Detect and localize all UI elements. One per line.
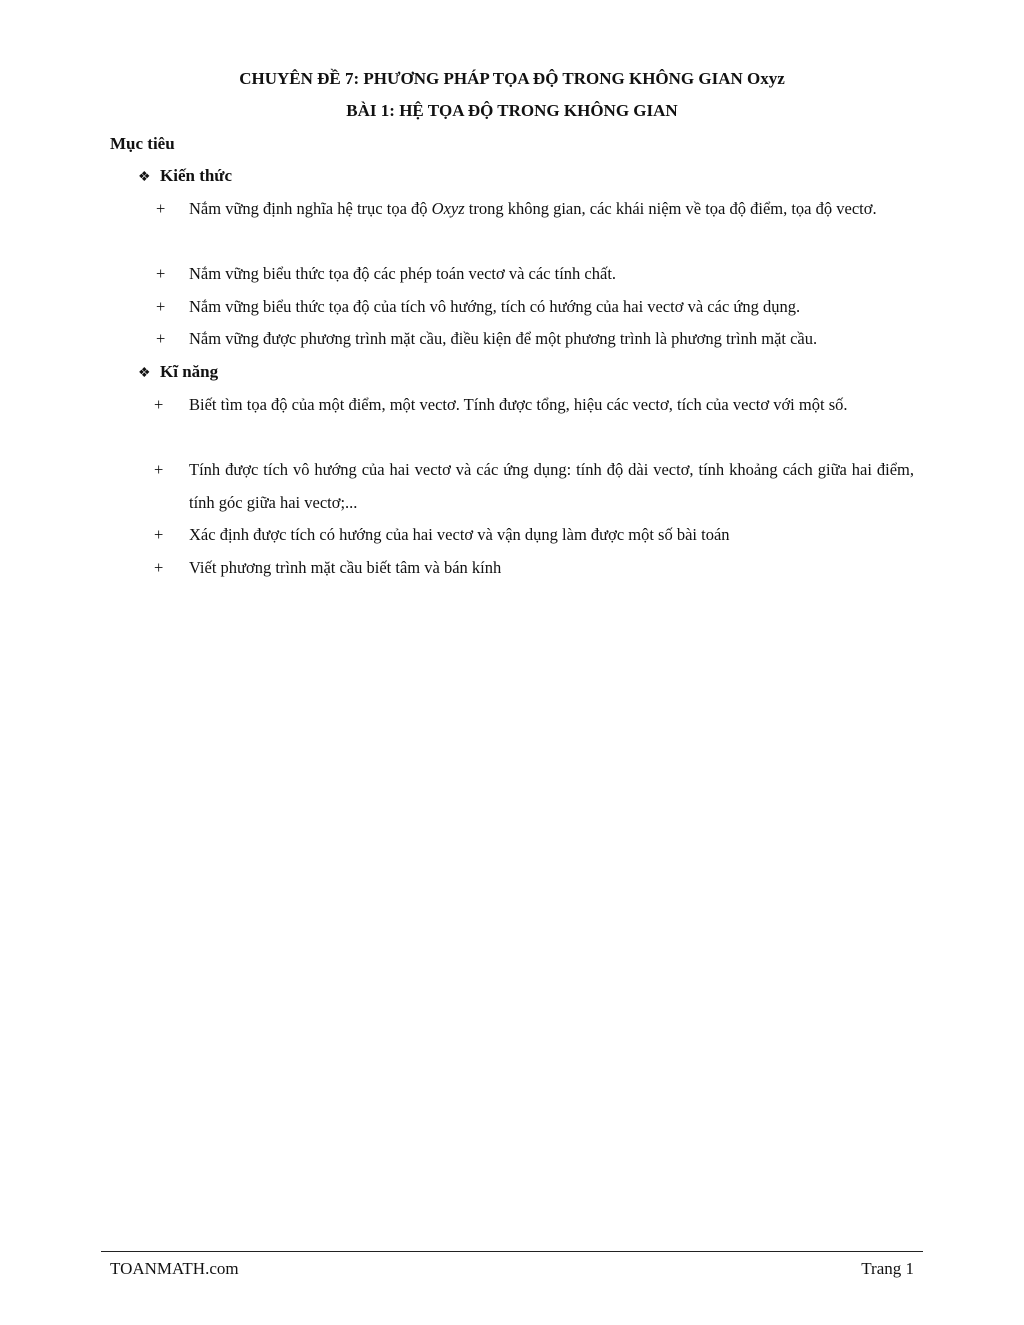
skill-item	[154, 519, 914, 552]
plus-bullet: +	[156, 199, 166, 218]
footer-page-number: Trang 1	[861, 1259, 914, 1278]
plus-bullet: +	[156, 297, 166, 316]
knowledge-item-text: Nắm vững biểu thức tọa độ của tích vô hướng, tích có hướng của hai vectơ và các ứng dụng.	[189, 297, 801, 316]
knowledge-item	[156, 323, 914, 356]
knowledge-item	[156, 291, 914, 324]
diamond-bullet-icon: ❖	[138, 366, 151, 381]
knowledge-item	[156, 258, 914, 291]
lesson-title: BÀI 1: HỆ TỌA ĐỘ TRONG KHÔNG GIAN	[346, 101, 678, 120]
skill-item	[154, 389, 914, 422]
plus-bullet: +	[154, 395, 164, 414]
knowledge-item-italic-term: Oxyz	[431, 199, 465, 218]
plus-bullet: +	[154, 558, 164, 577]
footer-divider	[101, 1251, 923, 1252]
knowledge-item	[156, 193, 914, 226]
knowledge-item-text: Nắm vững biểu thức tọa độ các phép toán vectơ và các tính chất.	[189, 264, 617, 283]
plus-bullet: +	[154, 460, 164, 479]
knowledge-item-text: Nắm vững được phương trình mặt cầu, điều kiện để một phương trình là phương trình mặt cầu.	[189, 329, 818, 348]
document-title: CHUYÊN ĐỀ 7: PHƯƠNG PHÁP TỌA ĐỘ TRONG KHÔNG GIAN Oxyz	[239, 69, 785, 88]
plus-bullet: +	[156, 329, 166, 348]
footer-site-name: TOANMATH.com	[110, 1259, 239, 1278]
plus-bullet: +	[154, 525, 164, 544]
diamond-bullet-icon: ❖	[138, 170, 151, 185]
skill-item	[154, 454, 914, 519]
skill-item-text: Biết tìm tọa độ của một điểm, một vectơ. Tính được tổng, hiệu các vectơ, tích của vectơ với một số.	[189, 395, 848, 414]
skill-item	[154, 552, 914, 585]
skill-item-text: Viết phương trình mặt cầu biết tâm và bán kính	[189, 558, 502, 577]
knowledge-item-text-end: trong không gian, các khái niệm về tọa độ điểm, tọa độ vectơ.	[464, 199, 877, 218]
objectives-heading: Mục tiêu	[110, 134, 175, 153]
knowledge-item-text-start: Nắm vững định nghĩa hệ trục tọa độ	[189, 199, 432, 218]
skill-item-text: Xác định được tích có hướng của hai vectơ và vận dụng làm được một số bài toán	[189, 525, 730, 544]
skill-item-text: Tính được tích vô hướng của hai vectơ và các ứng dụng: tính độ dài vectơ, tính khoảng cách giữa hai điểm, tính góc giữa hai vectơ;...	[189, 460, 914, 512]
skills-heading-label: Kĩ năng	[160, 362, 219, 381]
plus-bullet: +	[156, 264, 166, 283]
skills-heading	[138, 361, 218, 385]
knowledge-heading	[138, 165, 232, 189]
knowledge-heading-label: Kiến thức	[160, 166, 233, 185]
